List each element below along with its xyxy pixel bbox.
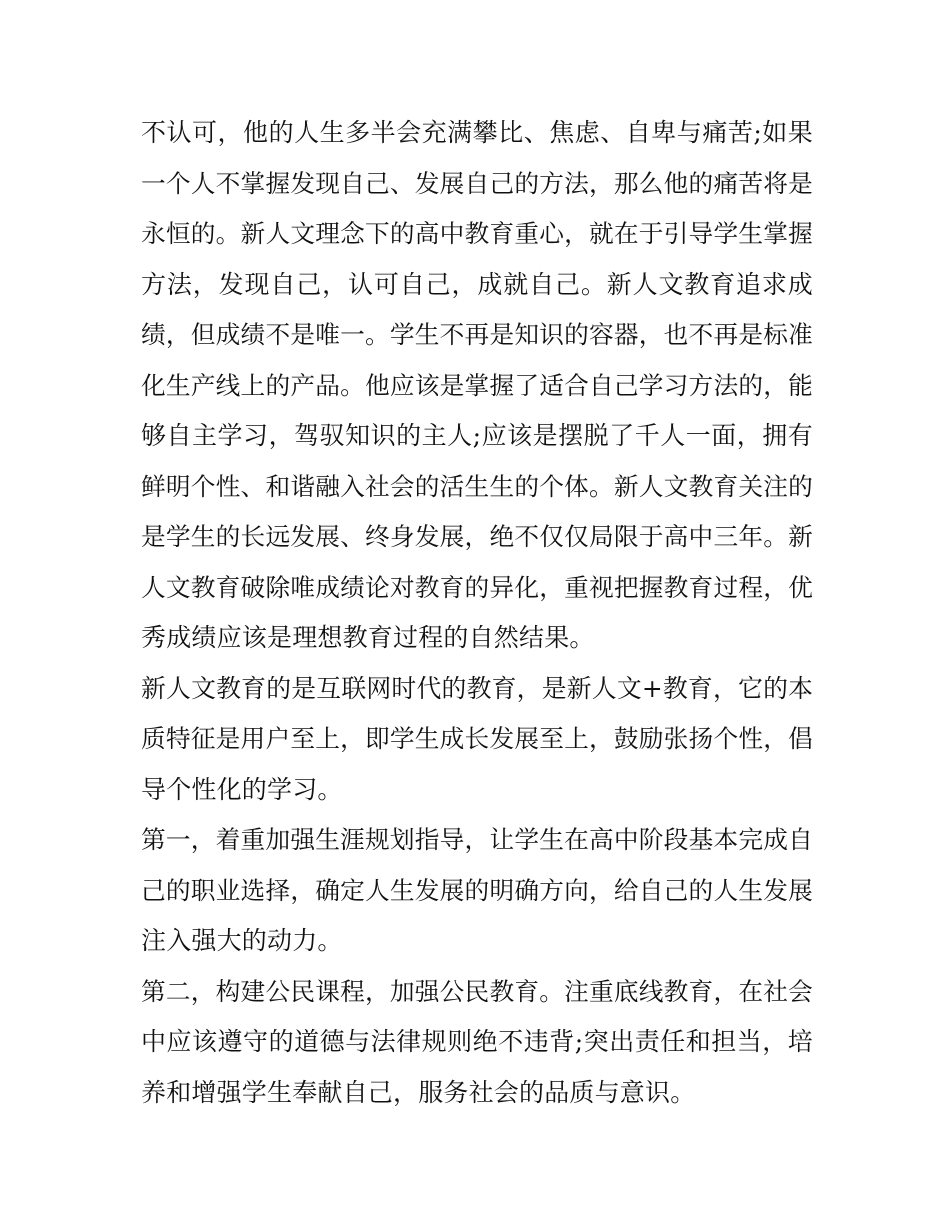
text-line: 己的职业选择，确定人生发展的明确方向，给自己的人生发展 xyxy=(141,875,813,905)
text-line: 永恒的。新人文理念下的高中教育重心，就在于引导学生掌握 xyxy=(141,219,813,248)
text-line: 秀成绩应该是理想教育过程的自然结果。 xyxy=(141,623,595,652)
text-line: 中应该遵守的道德与法律规则绝不违背;突出责任和担当，培 xyxy=(141,1027,813,1056)
text-line: 化生产线上的产品。他应该是掌握了适合自己学习方法的，能 xyxy=(141,370,813,400)
text-line: 够自主学习，驾驭知识的主人;应该是摆脱了千人一面，拥有 xyxy=(141,421,813,450)
text-line: 一个人不掌握发现自己、发展自己的方法，那么他的痛苦将是 xyxy=(141,168,813,198)
text-line: 新人文教育的是互联网时代的教育，是新人文+教育，它的本 xyxy=(141,673,814,703)
text-line: 鲜明个性、和谐融入社会的活生生的个体。新人文教育关注的 xyxy=(141,471,813,501)
body-text xyxy=(141,108,813,1118)
text-line: 不认可，他的人生多半会充满攀比、焦虑、自卑与痛苦;如果 xyxy=(141,118,813,147)
text-line: 第一，着重加强生涯规划指导，让学生在高中阶段基本完成自 xyxy=(141,825,813,854)
text-line: 养和增强学生奉献自己，服务社会的品质与意识。 xyxy=(141,1077,696,1107)
text-line: 第二，构建公民课程，加强公民教育。注重底线教育，在社会 xyxy=(141,976,813,1006)
text-line: 绩，但成绩不是唯一。学生不再是知识的容器，也不再是标准 xyxy=(141,320,813,349)
text-line: 质特征是用户至上，即学生成长发展至上，鼓励张扬个性，倡 xyxy=(141,724,813,753)
text-line: 人文教育破除唯成绩论对教育的异化，重视把握教育过程，优 xyxy=(141,572,813,602)
text-line: 导个性化的学习。 xyxy=(141,774,343,804)
text-line: 注入强大的动力。 xyxy=(141,926,343,955)
text-line: 方法，发现自己，认可自己，成就自己。新人文教育追求成 xyxy=(141,269,813,299)
text-line: 是学生的长远发展、终身发展，绝不仅仅局限于高中三年。新 xyxy=(141,522,813,551)
